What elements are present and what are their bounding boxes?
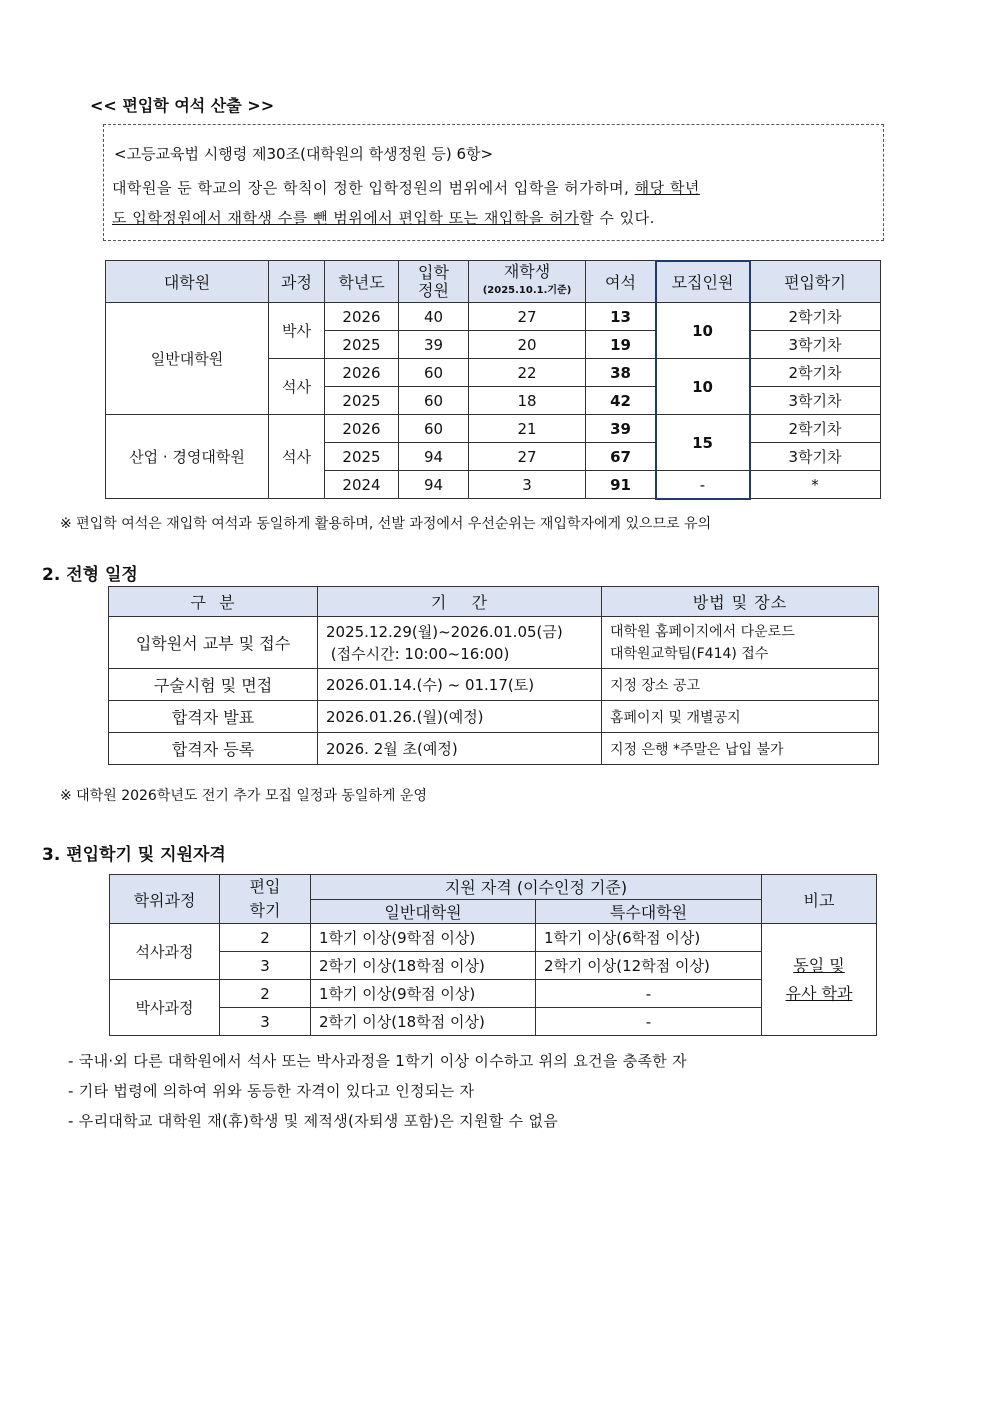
sem-cell: 3 [220, 952, 311, 980]
schedule-method: 지정 장소 공고 [602, 669, 879, 701]
schedule-period [318, 617, 602, 669]
recruit-cell: - [656, 471, 750, 499]
enrolled-cell: 27 [469, 443, 586, 471]
law-title: <고등교육법 시행령 제30조(대학원의 학생정원 등) 6항> [114, 145, 494, 163]
schedule-period: 2026.01.26.(월)(예정) [318, 701, 602, 733]
col-year: 학년도 [325, 261, 399, 303]
col-degree: 학위과정 [110, 875, 220, 924]
vacancy-table [105, 260, 881, 499]
vacancy-cell: 39 [586, 415, 656, 443]
schedule-item: 구술시험 및 면접 [109, 669, 318, 701]
enrolled-cell: 21 [469, 415, 586, 443]
enrolled-cell: 18 [469, 387, 586, 415]
semester-cell: * [750, 471, 881, 499]
general-cell: 1학기 이상(9학점 이상) [311, 980, 536, 1008]
col-item: 구 분 [109, 587, 318, 617]
special-cell: - [536, 980, 762, 1008]
section2-title: 2. 전형 일정 [42, 565, 138, 585]
col-course: 과정 [269, 261, 325, 303]
year-cell: 2026 [325, 415, 399, 443]
enrolled-cell: 27 [469, 303, 586, 331]
period-text: 2025.12.29(월)~2026.01.05(금) [326, 622, 563, 641]
semester-cell: 2학기차 [750, 303, 881, 331]
col-enrolled-sub: (2025.10.1.기준) [482, 285, 572, 296]
schedule-method: 지정 은행 *주말은 납입 불가 [602, 733, 879, 765]
general-cell: 1학기 이상(9학점 이상) [311, 924, 536, 952]
quota-cell: 40 [399, 303, 469, 331]
quota-cell: 60 [399, 387, 469, 415]
recruit-cell: 15 [656, 415, 750, 471]
col-period: 기 간 [318, 587, 602, 617]
qualification-table [109, 874, 877, 1036]
col-method: 방법 및 장소 [602, 587, 879, 617]
recruit-cell: 10 [656, 359, 750, 415]
col-remark: 비고 [762, 875, 877, 924]
degree-phd: 박사과정 [110, 980, 220, 1036]
schedule-item: 합격자 등록 [109, 733, 318, 765]
quota-cell: 60 [399, 359, 469, 387]
col-transfer-sem: 편입 학기 [220, 875, 311, 924]
year-cell: 2024 [325, 471, 399, 499]
schedule-period: 2026.01.14.(수) ~ 01.17(토) [318, 669, 602, 701]
col-qualification: 지원 자격 (이수인정 기준) [311, 875, 762, 900]
remark-cell [762, 924, 877, 1036]
law-box [103, 124, 884, 241]
law-text-1-underline: 해당 학년 [634, 179, 700, 197]
method-sub: 대학원교학팀(F414) 접수 [610, 645, 769, 662]
col-recruit: 모집인원 [656, 261, 750, 303]
method-text: 대학원 홈페이지에서 다운로드 [610, 623, 795, 640]
col-special: 특수대학원 [536, 899, 762, 924]
law-text-2: 할 수 있다. [579, 209, 655, 227]
semester-cell: 2학기차 [750, 415, 881, 443]
schedule-item: 입학원서 교부 및 접수 [109, 617, 318, 669]
semester-cell: 3학기차 [750, 387, 881, 415]
col-semester: 편입학기 [750, 261, 881, 303]
general-cell: 2학기 이상(18학점 이상) [311, 952, 536, 980]
col-enrolled [469, 261, 586, 303]
year-cell: 2026 [325, 303, 399, 331]
school-industry: 산업 · 경영대학원 [106, 415, 269, 499]
section1-note: ※ 편입학 여석은 재입학 여석과 동일하게 활용하며, 선발 과정에서 우선순위는 재입학자에게 있으므로 유의 [60, 516, 712, 532]
col-general: 일반대학원 [311, 899, 536, 924]
qualification-bullets [68, 1046, 687, 1136]
schedule-period: 2026. 2월 초(예정) [318, 733, 602, 765]
law-text-1: 대학원을 둔 학교의 장은 학칙이 정한 입학정원의 범위에서 입학을 허가하며, [112, 179, 635, 197]
sem-cell: 3 [220, 1008, 311, 1036]
section3-title: 3. 편입학기 및 지원자격 [42, 845, 226, 865]
law-text [112, 173, 876, 233]
year-cell: 2025 [325, 443, 399, 471]
col-quota: 입학 정원 [399, 261, 469, 303]
section2-note: ※ 대학원 2026학년도 전기 추가 모집 일정과 동일하게 운영 [60, 788, 427, 804]
course-master: 석사 [269, 415, 325, 499]
year-cell: 2026 [325, 359, 399, 387]
col-enrolled-label: 재학생 [503, 262, 551, 281]
school-general: 일반대학원 [106, 303, 269, 415]
vacancy-cell: 38 [586, 359, 656, 387]
col-school: 대학원 [106, 261, 269, 303]
bullet-item: - 기타 법령에 의하여 위와 동등한 자격이 있다고 인정되는 자 [68, 1082, 475, 1100]
enrolled-cell: 3 [469, 471, 586, 499]
course-master: 석사 [269, 359, 325, 415]
schedule-method [602, 617, 879, 669]
vacancy-cell: 13 [586, 303, 656, 331]
year-cell: 2025 [325, 331, 399, 359]
quota-cell: 39 [399, 331, 469, 359]
col-vacancy: 여석 [586, 261, 656, 303]
degree-master: 석사과정 [110, 924, 220, 980]
vacancy-cell: 19 [586, 331, 656, 359]
enrolled-cell: 20 [469, 331, 586, 359]
vacancy-cell: 67 [586, 443, 656, 471]
special-cell: - [536, 1008, 762, 1036]
semester-cell: 2학기차 [750, 359, 881, 387]
remark-line-1: 동일 및 [793, 955, 845, 975]
sem-cell: 2 [220, 980, 311, 1008]
semester-cell: 3학기차 [750, 443, 881, 471]
bullet-item: - 국내·외 다른 대학원에서 석사 또는 박사과정을 1학기 이상 이수하고 위의 요건을 충족한 자 [68, 1052, 687, 1070]
vacancy-cell: 91 [586, 471, 656, 499]
sem-cell: 2 [220, 924, 311, 952]
course-phd: 박사 [269, 303, 325, 359]
remark-line-2: 유사 학과 [785, 983, 853, 1003]
bullet-item: - 우리대학교 대학원 재(휴)학생 및 제적생(자퇴생 포함)은 지원할 수 없음 [68, 1112, 559, 1130]
section1-title: << 편입학 여석 산출 >> [90, 96, 275, 115]
schedule-method: 홈페이지 및 개별공지 [602, 701, 879, 733]
general-cell: 2학기 이상(18학점 이상) [311, 1008, 536, 1036]
special-cell: 2학기 이상(12학점 이상) [536, 952, 762, 980]
period-sub: (접수시간: 10:00~16:00) [330, 644, 510, 663]
schedule-table [108, 586, 879, 765]
year-cell: 2025 [325, 387, 399, 415]
quota-cell: 94 [399, 443, 469, 471]
vacancy-cell: 42 [586, 387, 656, 415]
quota-cell: 94 [399, 471, 469, 499]
quota-cell: 60 [399, 415, 469, 443]
law-text-2-underline: 도 입학정원에서 재학생 수를 뺀 범위에서 편입학 또는 재입학을 허가 [112, 209, 580, 227]
special-cell: 1학기 이상(6학점 이상) [536, 924, 762, 952]
recruit-cell: 10 [656, 303, 750, 359]
schedule-item: 합격자 발표 [109, 701, 318, 733]
semester-cell: 3학기차 [750, 331, 881, 359]
enrolled-cell: 22 [469, 359, 586, 387]
